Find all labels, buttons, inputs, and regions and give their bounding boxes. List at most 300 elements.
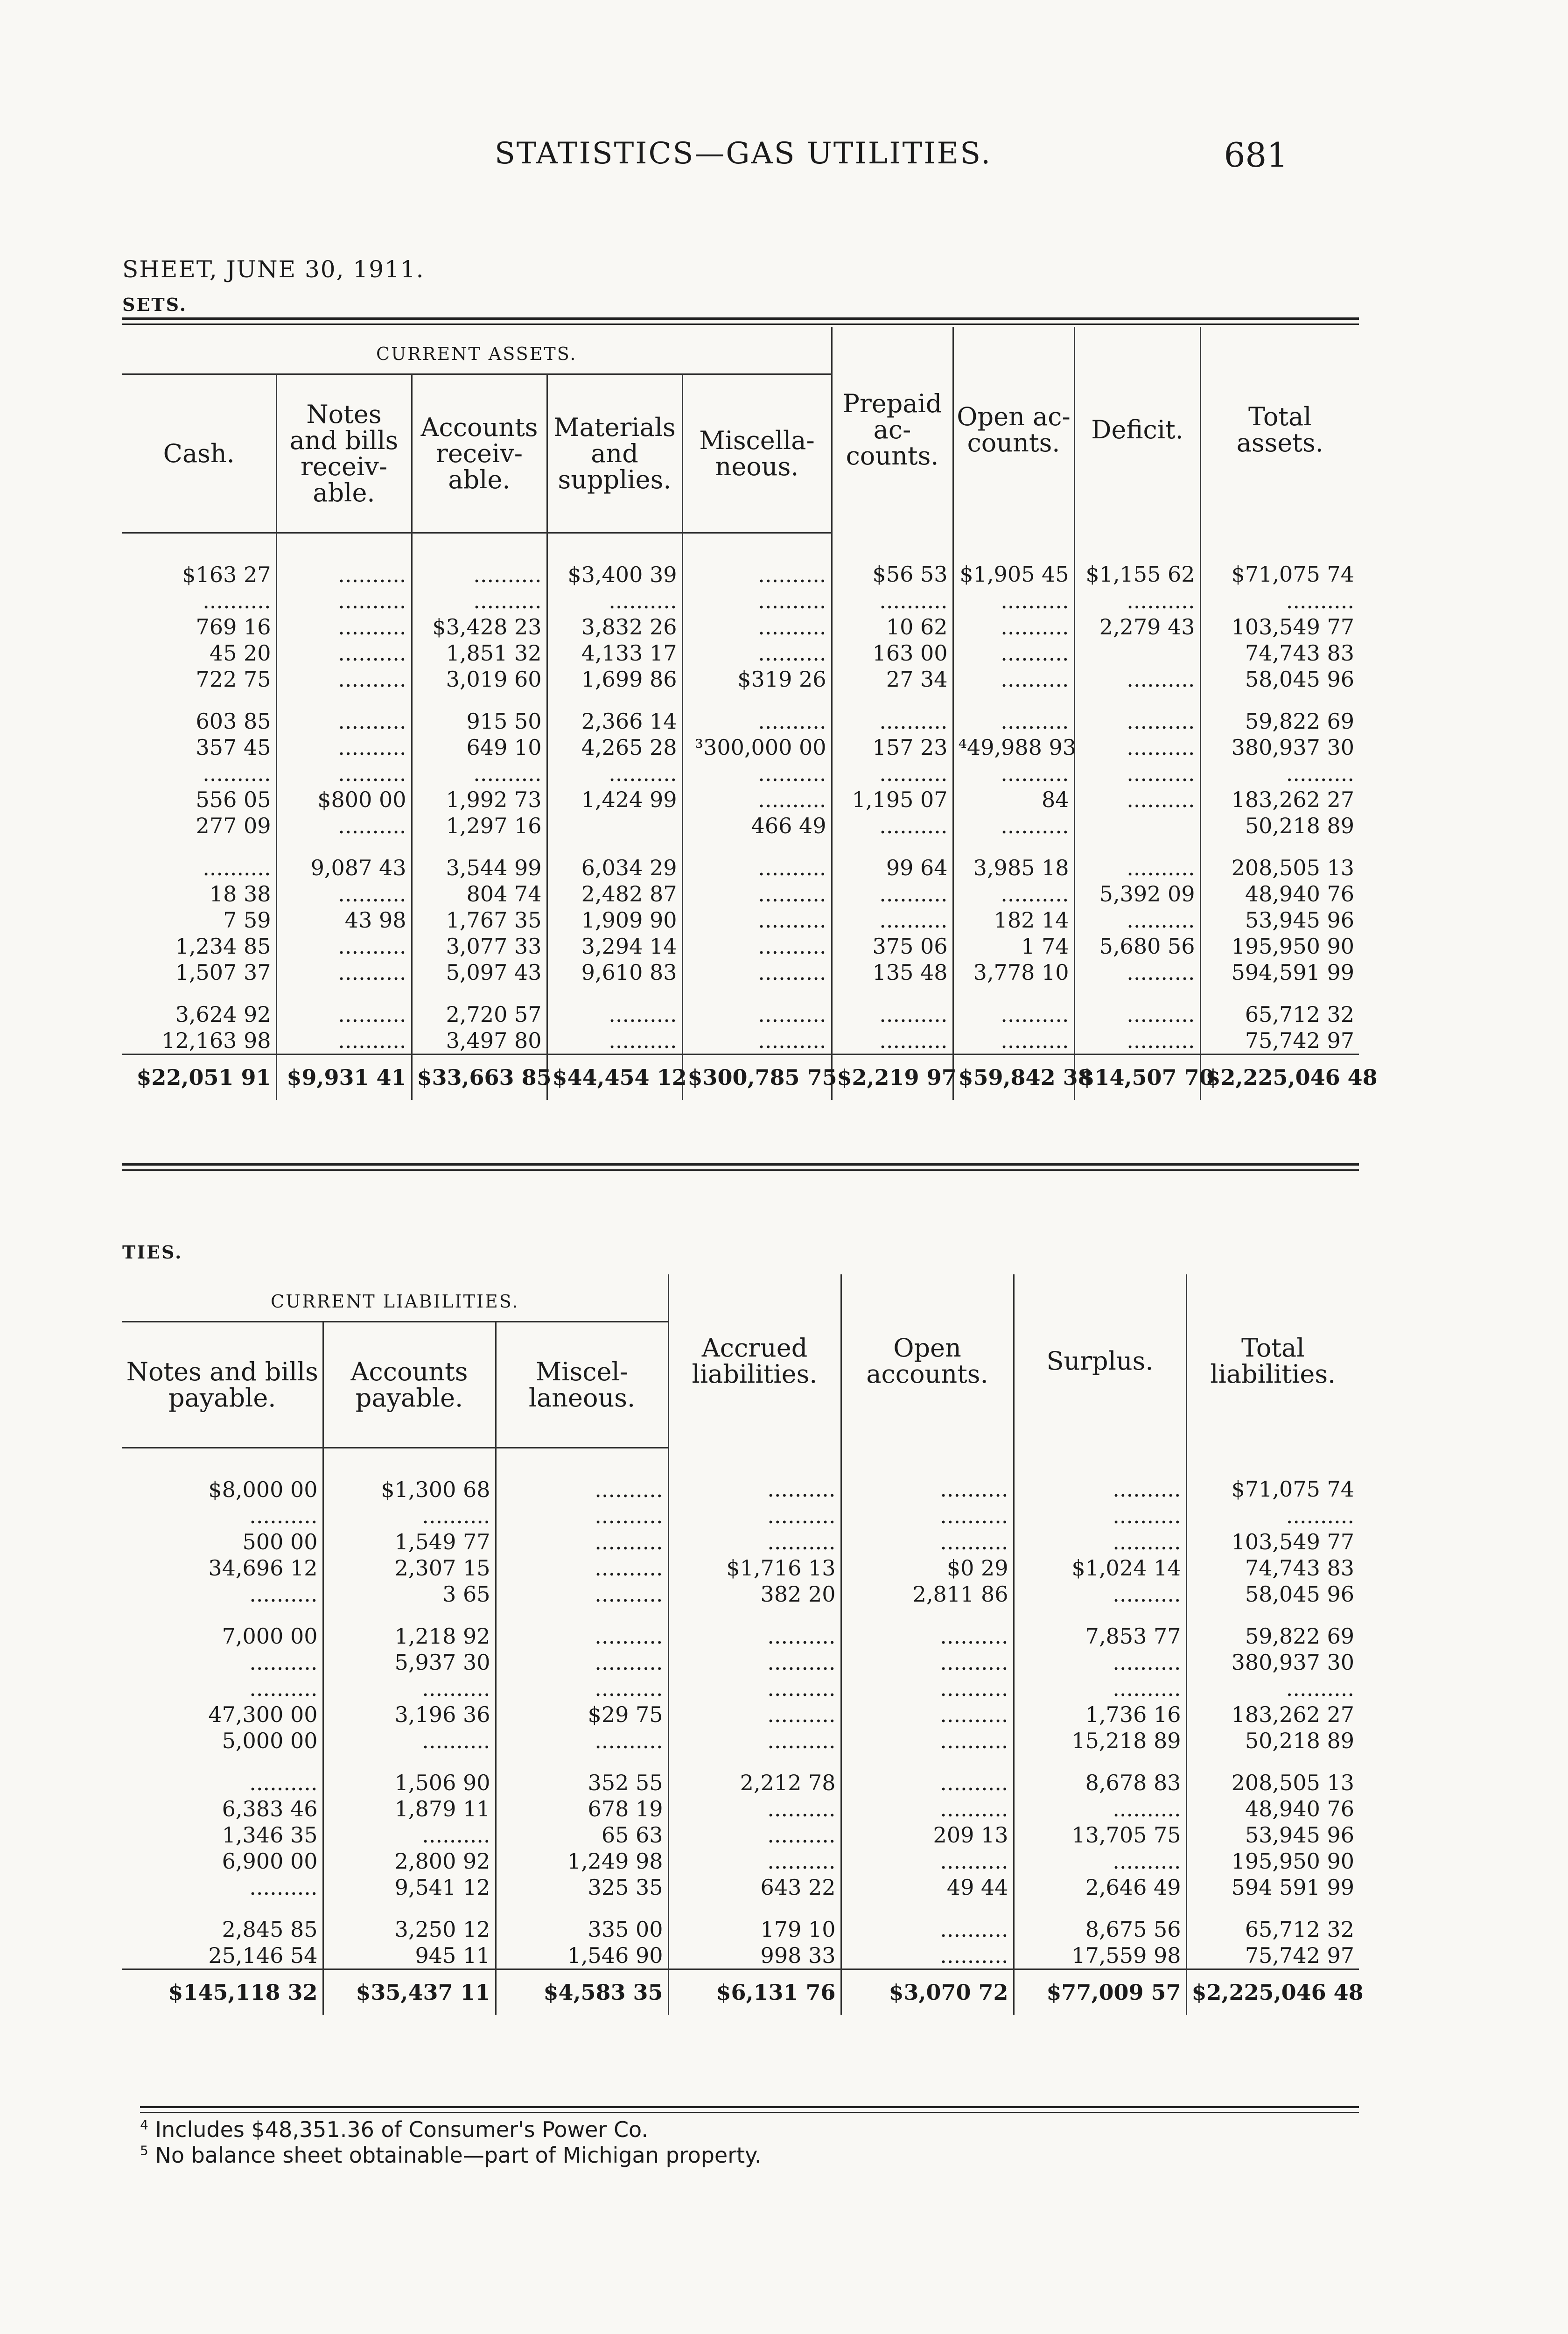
table-cell: ..........	[1074, 588, 1200, 614]
table-cell: ..........	[682, 1027, 832, 1055]
table-cell: ..........	[496, 1675, 668, 1701]
table-cell: ..........	[496, 1623, 668, 1649]
table-cell: ..........	[682, 959, 832, 985]
table-cell: 183,262 27	[1186, 1701, 1359, 1728]
table-cell: 4,133 17	[547, 640, 682, 666]
table-cell	[668, 1900, 841, 1916]
table-cell: 2,646 49	[1014, 1874, 1186, 1900]
table-cell: ³300,000 00	[682, 734, 832, 760]
table-cell: 74,743 83	[1200, 640, 1359, 666]
total-cell: $44,454 12	[547, 1055, 682, 1100]
table-cell: 1,234 85	[175, 934, 271, 959]
table-cell: 1,736 16	[1014, 1701, 1186, 1728]
table-cell: 556 05	[196, 787, 271, 812]
table-cell: 59,822 69	[1186, 1623, 1359, 1649]
table-cell: 1,424 99	[547, 787, 682, 813]
table-cell: 6,383 46	[222, 1796, 318, 1821]
table-cell: 50,218 89	[1186, 1728, 1359, 1754]
table-cell: ..........	[682, 533, 832, 588]
table-row	[122, 1942, 1359, 1969]
table-cell	[1074, 839, 1200, 855]
table-cell	[1074, 640, 1200, 666]
table-cell	[1186, 1754, 1359, 1770]
table-cell: 466 49	[682, 813, 832, 839]
table-cell: ..........	[953, 1027, 1074, 1055]
liabilities-section-label: TIES.	[122, 1242, 183, 1263]
table-cell: ..........	[832, 881, 953, 907]
table-cell	[841, 1754, 1014, 1770]
table-cell: 53,945 96	[1200, 907, 1359, 933]
table-cell: $71,075 74	[1186, 1448, 1359, 1503]
table-cell: ..........	[1200, 760, 1359, 787]
table-cell	[412, 839, 547, 855]
table-cell: 65 63	[496, 1822, 668, 1848]
table-cell: ..........	[276, 666, 412, 692]
table-cell: ..........	[841, 1942, 1014, 1969]
total-cell: $6,131 76	[668, 1969, 841, 2015]
table-cell: ..........	[668, 1529, 841, 1555]
table-cell: ..........	[668, 1701, 841, 1728]
table-cell: 10 62	[832, 614, 953, 640]
table-cell: ..........	[841, 1623, 1014, 1649]
table-cell: ..........	[682, 760, 832, 787]
table-cell: 4,265 28	[547, 734, 682, 760]
table-cell	[496, 1900, 668, 1916]
table-cell: ..........	[203, 761, 271, 786]
total-cell: $4,583 35	[496, 1969, 668, 2015]
table-row	[122, 614, 1359, 640]
table-cell: 50,218 89	[1200, 813, 1359, 839]
table-cell: ..........	[668, 1822, 841, 1848]
table-cell	[547, 839, 682, 855]
footnote-4	[140, 2117, 648, 2142]
table-cell: 3,077 33	[412, 933, 547, 959]
liabilities-totals-row	[122, 1969, 1359, 2015]
table-row	[122, 1675, 1359, 1701]
table-cell: ..........	[1014, 1529, 1186, 1555]
total-cell: $35,437 11	[323, 1969, 496, 2015]
table-cell: 5,000 00	[222, 1728, 318, 1753]
table-cell: 357 45	[196, 735, 271, 760]
table-cell: 1,909 90	[547, 907, 682, 933]
table-row	[122, 1916, 1359, 1942]
table-cell: ..........	[323, 1675, 496, 1701]
table-cell: ..........	[276, 1001, 412, 1027]
total-cell: $2,225,046 48	[1186, 1969, 1359, 2015]
col-accounts-receivable: Accounts receiv-able.	[412, 374, 547, 533]
table-cell	[323, 1900, 496, 1916]
table-cell: 500 00	[242, 1529, 318, 1554]
table-cell	[841, 1607, 1014, 1623]
table-cell: ..........	[323, 1728, 496, 1754]
table-cell	[1200, 839, 1359, 855]
table-cell	[122, 692, 276, 708]
table-cell: 27 34	[832, 666, 953, 692]
table-row	[122, 1529, 1359, 1555]
table-cell: 84	[953, 787, 1074, 813]
table-cell: ..........	[668, 1448, 841, 1503]
table-cell: 3,832 26	[547, 614, 682, 640]
table-cell	[1186, 1607, 1359, 1623]
table-cell	[953, 985, 1074, 1001]
table-cell: $8,000 00	[208, 1477, 318, 1502]
table-cell: 1,879 11	[323, 1796, 496, 1822]
table-cell: 12,163 98	[161, 1028, 271, 1053]
table-cell: $319 26	[682, 666, 832, 692]
table-cell	[122, 1754, 323, 1770]
current-liabilities-group-header: CURRENT LIABILITIES.	[271, 1291, 519, 1312]
table-cell	[496, 1754, 668, 1770]
table-row	[122, 1027, 1359, 1055]
table-cell: ..........	[249, 1582, 318, 1607]
table-cell: ..........	[668, 1848, 841, 1874]
table-cell: 769 16	[196, 614, 271, 640]
table-cell	[323, 1754, 496, 1770]
table-cell: 722 75	[196, 667, 271, 692]
table-cell: $56 53	[832, 533, 953, 588]
footnote-mark: 5	[140, 2143, 148, 2158]
table-row	[122, 1728, 1359, 1754]
col-open-accounts-liab: Open accounts.	[841, 1274, 1014, 1448]
footnote-rule	[140, 2106, 1359, 2108]
table-cell: $1,716 13	[668, 1555, 841, 1581]
table-row	[122, 760, 1359, 787]
table-cell: 2,482 87	[547, 881, 682, 907]
table-cell: 382 20	[668, 1581, 841, 1607]
table-cell: ..........	[953, 1001, 1074, 1027]
table-cell: ..........	[547, 588, 682, 614]
table-cell: ..........	[1014, 1503, 1186, 1529]
table-row	[122, 734, 1359, 760]
table-cell: 58,045 96	[1200, 666, 1359, 692]
table-row	[122, 813, 1359, 839]
table-cell: $1,024 14	[1014, 1555, 1186, 1581]
table-row	[122, 1701, 1359, 1728]
table-cell: ..........	[412, 760, 547, 787]
table-cell	[323, 1607, 496, 1623]
table-cell: $800 00	[276, 787, 412, 813]
table-cell: 8,675 56	[1014, 1916, 1186, 1942]
table-cell: 208,505 13	[1186, 1770, 1359, 1796]
table-cell: 2,800 92	[323, 1848, 496, 1874]
col-notes-payable: Notes and bills payable.	[122, 1322, 323, 1448]
col-accrued-liabilities: Accrued liabilities.	[668, 1274, 841, 1448]
mid-double-rule	[122, 1163, 1359, 1166]
table-cell	[276, 839, 412, 855]
col-accounts-payable: Accounts payable.	[323, 1322, 496, 1448]
table-row	[122, 1623, 1359, 1649]
table-cell: ..........	[832, 1027, 953, 1055]
page-number: 681	[1224, 135, 1288, 175]
sheet-title: SHEET, JUNE 30, 1911.	[122, 256, 425, 283]
table-cell: ..........	[832, 708, 953, 734]
table-cell: 1,992 73	[412, 787, 547, 813]
table-cell: 208,505 13	[1200, 855, 1359, 881]
table-cell: 7 59	[223, 907, 271, 933]
top-double-rule-inner	[122, 323, 1359, 325]
table-cell	[953, 692, 1074, 708]
table-cell: ..........	[203, 855, 271, 880]
table-cell: ..........	[412, 588, 547, 614]
table-cell	[1014, 1900, 1186, 1916]
table-cell: 5,680 56	[1074, 933, 1200, 959]
table-row	[122, 1770, 1359, 1796]
table-cell: 594 591 99	[1186, 1874, 1359, 1900]
table-cell: 48,940 76	[1200, 881, 1359, 907]
assets-section-label: SETS.	[122, 294, 188, 315]
table-cell: ..........	[1074, 787, 1200, 813]
total-cell: $22,051 91	[122, 1055, 276, 1100]
table-cell	[122, 1900, 323, 1916]
table-cell: ..........	[953, 640, 1074, 666]
table-cell	[1200, 985, 1359, 1001]
table-cell: ..........	[832, 1001, 953, 1027]
table-cell: ..........	[249, 1676, 318, 1701]
table-cell: ..........	[841, 1770, 1014, 1796]
table-cell: 34,696 12	[208, 1555, 318, 1581]
col-total-liabilities: Total liabilities.	[1186, 1274, 1359, 1448]
table-cell: ..........	[1074, 1001, 1200, 1027]
table-cell: ..........	[1200, 588, 1359, 614]
table-cell: 75,742 97	[1200, 1027, 1359, 1055]
table-cell: ..........	[841, 1848, 1014, 1874]
table-cell: 6,900 00	[222, 1849, 318, 1874]
table-cell: 48,940 76	[1186, 1796, 1359, 1822]
table-cell: $3,428 23	[412, 614, 547, 640]
table-cell: 49 44	[841, 1874, 1014, 1900]
table-row	[122, 1448, 1359, 1503]
table-cell: ..........	[276, 933, 412, 959]
table-row	[122, 1581, 1359, 1607]
table-cell: ⁴49,988 93	[953, 734, 1074, 760]
total-cell: $14,507 70	[1074, 1055, 1200, 1100]
table-cell: ..........	[547, 1027, 682, 1055]
table-row	[122, 1822, 1359, 1848]
table-cell: ..........	[496, 1649, 668, 1675]
top-double-rule	[122, 317, 1359, 320]
table-cell: ..........	[1014, 1675, 1186, 1701]
table-cell	[122, 839, 276, 855]
table-row	[122, 1874, 1359, 1900]
assets-table	[122, 327, 1378, 1100]
table-cell: ..........	[1014, 1848, 1186, 1874]
table-cell: 5,392 09	[1074, 881, 1200, 907]
table-cell: ..........	[496, 1503, 668, 1529]
table-cell: ..........	[841, 1675, 1014, 1701]
table-cell: ..........	[832, 813, 953, 839]
table-cell: 183,262 27	[1200, 787, 1359, 813]
table-cell: 99 64	[832, 855, 953, 881]
table-cell: 1,507 37	[175, 960, 271, 985]
table-cell: 65,712 32	[1200, 1001, 1359, 1027]
table-row	[122, 533, 1359, 588]
table-cell	[122, 985, 276, 1001]
total-cell: $145,118 32	[122, 1969, 323, 2015]
liabilities-table	[122, 1274, 1364, 2015]
table-cell: ..........	[682, 933, 832, 959]
total-cell: $77,009 57	[1014, 1969, 1186, 2015]
table-cell: 7,000 00	[222, 1624, 318, 1649]
table-cell	[547, 692, 682, 708]
table-cell: ..........	[682, 1001, 832, 1027]
table-cell: 103,549 77	[1186, 1529, 1359, 1555]
table-row	[122, 959, 1359, 985]
table-cell: ..........	[276, 734, 412, 760]
table-cell: 103,549 77	[1200, 614, 1359, 640]
table-cell: ..........	[276, 588, 412, 614]
table-cell: 195,950 90	[1186, 1848, 1359, 1874]
table-cell: 375 06	[832, 933, 953, 959]
footnote-text: No balance sheet obtainable—part of Michigan property.	[155, 2143, 762, 2168]
table-cell: $0 29	[841, 1555, 1014, 1581]
table-row	[122, 1649, 1359, 1675]
table-row	[122, 787, 1359, 813]
table-cell: ..........	[276, 813, 412, 839]
table-cell: ..........	[496, 1581, 668, 1607]
table-cell: 594,591 99	[1200, 959, 1359, 985]
table-cell: ..........	[276, 708, 412, 734]
table-cell: ..........	[1074, 959, 1200, 985]
table-cell: 5,097 43	[412, 959, 547, 985]
footnote-5	[140, 2143, 761, 2168]
table-cell: ..........	[953, 708, 1074, 734]
table-cell: 380,937 30	[1200, 734, 1359, 760]
table-cell: 163 00	[832, 640, 953, 666]
table-cell: ..........	[832, 907, 953, 933]
table-cell: ..........	[323, 1822, 496, 1848]
col-cash: Cash.	[122, 374, 276, 533]
table-cell: 1,195 07	[832, 787, 953, 813]
table-cell: 1 74	[953, 933, 1074, 959]
table-cell: ..........	[1014, 1448, 1186, 1503]
table-cell: 9,087 43	[276, 855, 412, 881]
table-cell: 2,366 14	[547, 708, 682, 734]
table-cell: 43 98	[276, 907, 412, 933]
table-cell: ..........	[496, 1555, 668, 1581]
table-cell: 2,212 78	[668, 1770, 841, 1796]
table-row	[122, 1754, 1359, 1770]
table-cell	[276, 692, 412, 708]
table-cell: 1,699 86	[547, 666, 682, 692]
total-cell: $9,931 41	[276, 1055, 412, 1100]
table-cell: 7,853 77	[1014, 1623, 1186, 1649]
table-cell: ..........	[276, 640, 412, 666]
table-cell: $1,300 68	[323, 1448, 496, 1503]
table-cell: 3,544 99	[412, 855, 547, 881]
table-cell: 352 55	[496, 1770, 668, 1796]
table-cell: ..........	[953, 760, 1074, 787]
table-cell: 9,541 12	[323, 1874, 496, 1900]
table-cell: 945 11	[323, 1942, 496, 1969]
table-cell: 2,845 85	[222, 1917, 318, 1942]
table-row	[122, 855, 1359, 881]
table-cell: $163 27	[182, 562, 271, 587]
table-cell: ..........	[841, 1503, 1014, 1529]
table-cell: ..........	[1074, 666, 1200, 692]
total-cell: $2,225,046 48	[1200, 1055, 1359, 1100]
table-cell: 998 33	[668, 1942, 841, 1969]
col-notes-receivable: Notes and bills receiv-able.	[276, 374, 412, 533]
table-row	[122, 1503, 1359, 1529]
table-row	[122, 1796, 1359, 1822]
table-cell: ..........	[832, 588, 953, 614]
table-cell: 643 22	[668, 1874, 841, 1900]
table-cell: 157 23	[832, 734, 953, 760]
table-cell: 47,300 00	[208, 1702, 318, 1727]
table-cell	[1074, 813, 1200, 839]
table-cell: 325 35	[496, 1874, 668, 1900]
table-cell: 1,546 90	[496, 1942, 668, 1969]
table-cell	[1186, 1900, 1359, 1916]
table-cell: ..........	[682, 787, 832, 813]
table-cell: ..........	[1186, 1675, 1359, 1701]
table-cell: ..........	[682, 614, 832, 640]
table-cell: ..........	[841, 1796, 1014, 1822]
table-cell: 603 85	[196, 709, 271, 734]
table-cell: 195,950 90	[1200, 933, 1359, 959]
table-cell: 1,249 98	[496, 1848, 668, 1874]
table-cell: 15,218 89	[1014, 1728, 1186, 1754]
table-cell: ..........	[547, 1001, 682, 1027]
table-cell	[1074, 985, 1200, 1001]
table-cell: ..........	[276, 959, 412, 985]
table-cell: ..........	[496, 1728, 668, 1754]
footnote-mark: 4	[140, 2117, 148, 2133]
table-cell: ..........	[682, 708, 832, 734]
total-cell: $3,070 72	[841, 1969, 1014, 2015]
table-cell: ..........	[832, 760, 953, 787]
table-cell	[841, 1900, 1014, 1916]
table-cell: 58,045 96	[1186, 1581, 1359, 1607]
table-cell: 1,549 77	[323, 1529, 496, 1555]
table-cell: ..........	[249, 1650, 318, 1675]
table-cell: ..........	[841, 1448, 1014, 1503]
table-cell	[412, 692, 547, 708]
table-cell	[1200, 692, 1359, 708]
table-cell: ..........	[276, 760, 412, 787]
table-cell	[668, 1607, 841, 1623]
col-miscellaneous-liab: Miscel-laneous.	[496, 1322, 668, 1448]
table-row	[122, 933, 1359, 959]
table-cell: ..........	[496, 1448, 668, 1503]
table-cell: $1,905 45	[953, 533, 1074, 588]
table-cell	[547, 985, 682, 1001]
table-row	[122, 881, 1359, 907]
col-total-assets: Total assets.	[1200, 327, 1359, 533]
table-row	[122, 692, 1359, 708]
table-cell: $3,400 39	[547, 533, 682, 588]
table-cell: ..........	[276, 614, 412, 640]
footnote-text: Includes $48,351.36 of Consumer's Power Co.	[155, 2117, 649, 2142]
table-cell: 8,678 83	[1014, 1770, 1186, 1796]
table-cell	[832, 692, 953, 708]
table-cell: ..........	[1014, 1649, 1186, 1675]
table-cell: ..........	[953, 666, 1074, 692]
table-cell: ..........	[547, 760, 682, 787]
table-cell: ..........	[203, 588, 271, 613]
col-prepaid-accounts: Prepaid ac-counts.	[832, 327, 953, 533]
table-cell: ..........	[953, 881, 1074, 907]
table-cell: 3,250 12	[323, 1916, 496, 1942]
table-cell: ..........	[682, 640, 832, 666]
table-cell: ..........	[1186, 1503, 1359, 1529]
table-cell: ..........	[682, 588, 832, 614]
table-cell: 75,742 97	[1186, 1942, 1359, 1969]
table-row	[122, 666, 1359, 692]
table-cell: 17,559 98	[1014, 1942, 1186, 1969]
total-cell: $33,663 85	[412, 1055, 547, 1100]
table-cell: 53,945 96	[1186, 1822, 1359, 1848]
